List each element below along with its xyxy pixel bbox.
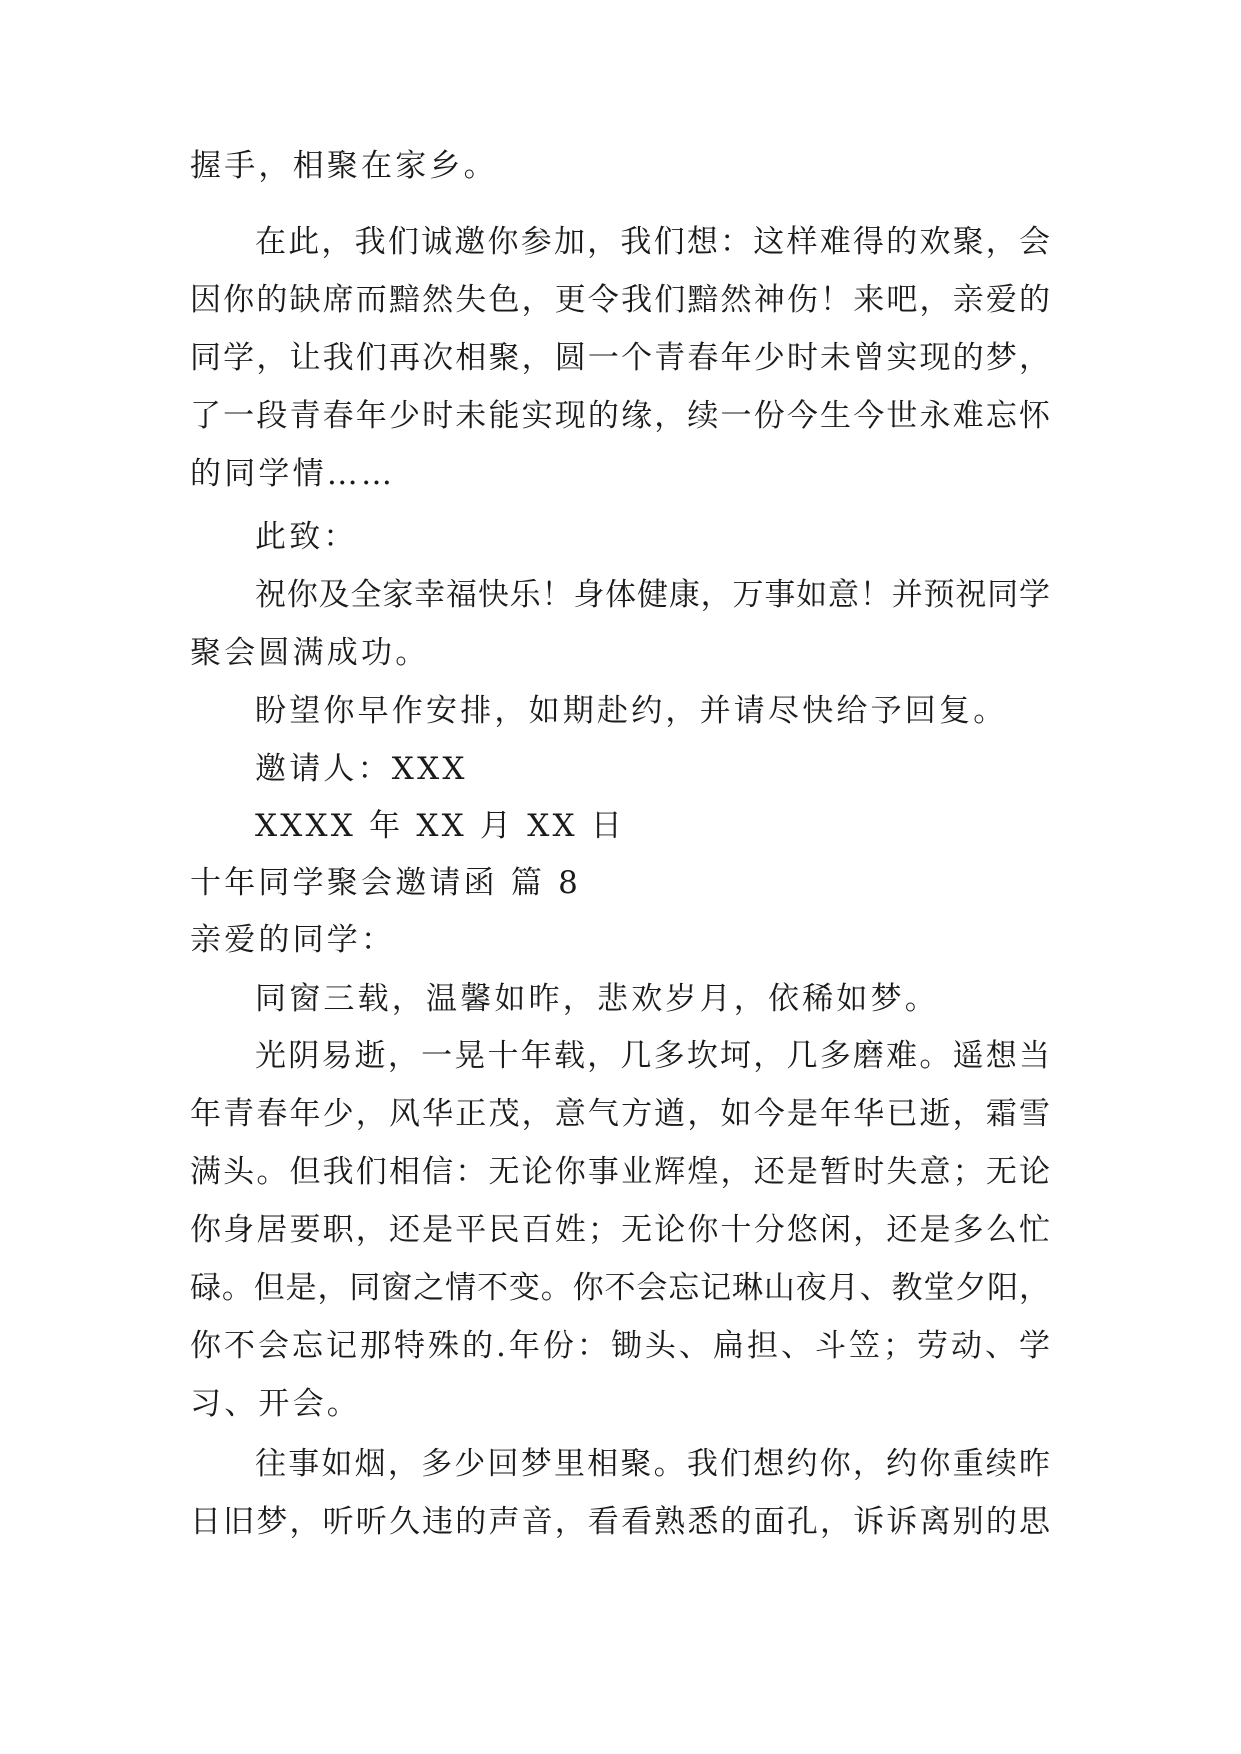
text-line: 在此，我们诚邀你参加，我们想：这样难得的欢聚，会 (255, 224, 1050, 260)
text-line: 聚会圆满成功。 (190, 635, 430, 671)
text-line: 你不会忘记那特殊的.年份：锄头、扁担、斗笠；劳动、学 (190, 1328, 1050, 1364)
text-line: 盼望你早作安排，如期赴约，并请尽快给予回复。 (255, 693, 1008, 729)
text-line: 日旧梦，听听久违的声音，看看熟悉的面孔，诉诉离别的思 (190, 1504, 1050, 1540)
text-line: 你身居要职，还是平民百姓；无论你十分悠闲，还是多么忙 (190, 1212, 1050, 1248)
text-line: 邀请人：XXX (255, 751, 468, 787)
text-line: 习、开会。 (190, 1386, 361, 1422)
text-line: XXXX 年 XX 月 XX 日 (255, 808, 626, 844)
salutation: 亲爱的同学： (190, 922, 396, 958)
text-line: 同窗三载，温馨如昨，悲欢岁月，依稀如梦。 (255, 981, 939, 1017)
text-line: 年青春年少，风华正茂，意气方遒，如今是年华已逝，霜雪 (190, 1096, 1050, 1132)
text-line: 满头。但我们相信：无论你事业辉煌，还是暂时失意；无论 (190, 1154, 1050, 1190)
text-line: 了一段青春年少时未能实现的缘，续一份今生今世永难忘怀 (190, 398, 1050, 434)
text-line: 同学，让我们再次相聚，圆一个青春年少时未曾实现的梦， (190, 340, 1050, 376)
text-line: 此致： (255, 519, 358, 555)
text-line: 祝你及全家幸福快乐！身体健康，万事如意！并预祝同学 (255, 577, 1050, 613)
text-line: 因你的缺席而黯然失色，更令我们黯然神伤！来吧，亲爱的 (190, 282, 1050, 318)
text-line: 握手，相聚在家乡。 (190, 148, 498, 184)
text-line: 往事如烟，多少回梦里相聚。我们想约你，约你重续昨 (255, 1446, 1050, 1482)
text-line: 光阴易逝，一晃十年载，几多坎坷，几多磨难。遥想当 (255, 1038, 1050, 1074)
text-line: 的同学情…… (190, 456, 396, 492)
section-heading: 十年同学聚会邀请函 篇 8 (190, 865, 582, 901)
text-line: 碌。但是，同窗之情不变。你不会忘记琳山夜月、教堂夕阳， (190, 1270, 1050, 1306)
